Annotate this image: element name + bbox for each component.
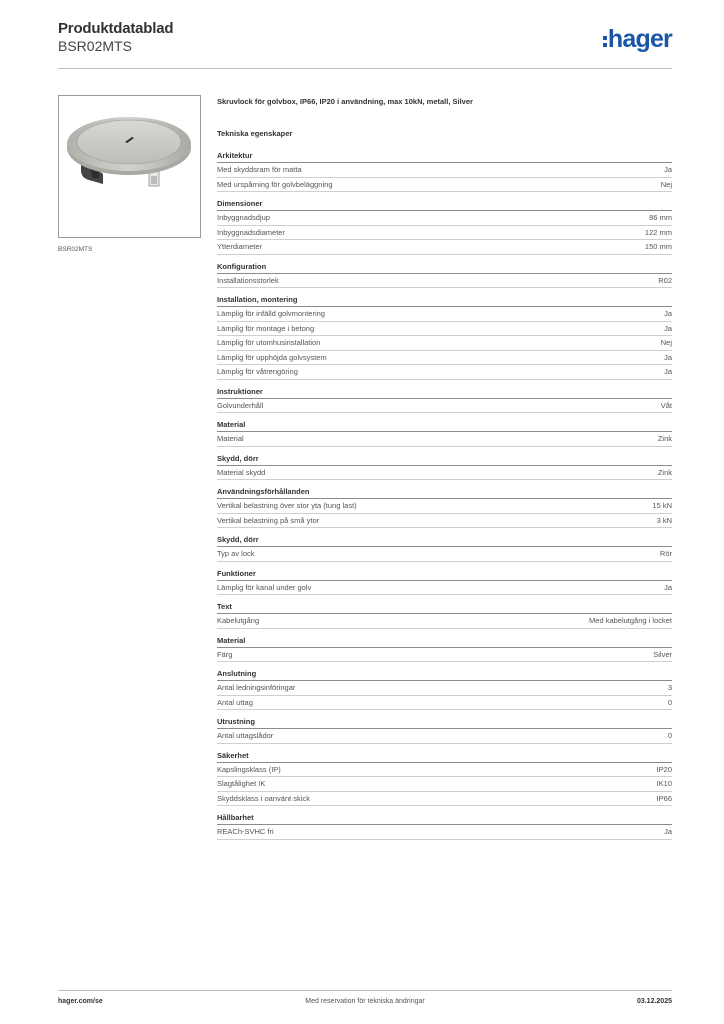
spec-value: 122 mm — [644, 227, 672, 237]
spec-value: Ja — [664, 582, 672, 592]
spec-group — [217, 198, 672, 255]
spec-row — [217, 432, 672, 447]
product-image-column — [58, 95, 201, 253]
spec-row — [217, 178, 672, 193]
spec-group-title: Säkerhet — [217, 750, 672, 763]
header-divider — [58, 68, 672, 69]
spec-value: Våt — [660, 400, 672, 410]
spec-value: Nej — [660, 179, 672, 189]
spec-group-title: Skydd, dörr — [217, 534, 672, 547]
spec-group-title: Arkitektur — [217, 150, 672, 163]
spec-label: Lämplig för infälld golvmontering — [217, 309, 325, 318]
spec-group-title: Installation, montering — [217, 294, 672, 307]
spec-group-title: Material — [217, 635, 672, 648]
spec-row — [217, 307, 672, 322]
spec-group — [217, 261, 672, 289]
spec-row — [217, 336, 672, 351]
spec-group — [217, 668, 672, 710]
product-image — [58, 95, 201, 238]
spec-row — [217, 240, 672, 255]
spec-group — [217, 534, 672, 562]
spec-label: Skyddsklass i oanvänt skick — [217, 793, 310, 803]
spec-row — [217, 648, 672, 663]
page-footer — [58, 998, 672, 1010]
spec-label: Slagtålighet IK — [217, 779, 266, 788]
spec-label: Färg — [217, 649, 233, 659]
spec-row — [217, 211, 672, 226]
spec-label: REACh-SVHC fri — [217, 827, 274, 836]
footer-disclaimer: Med reservation för tekniska ändringar — [305, 998, 425, 1005]
spec-group — [217, 716, 672, 744]
spec-value: 0 — [667, 731, 672, 740]
spec-label: Lämplig för utomhusinstallation — [217, 338, 321, 347]
spec-group — [217, 453, 672, 481]
spec-group-title: Funktioner — [217, 568, 672, 581]
spec-value: 0 — [667, 697, 672, 707]
spec-group-title: Konfiguration — [217, 261, 672, 274]
spec-row — [217, 825, 672, 840]
spec-value: 3 — [667, 683, 672, 692]
document-title: Produktdatablad — [58, 20, 174, 37]
spec-row — [217, 226, 672, 241]
spec-row — [217, 322, 672, 337]
spec-value: 3 kN — [656, 515, 672, 525]
logo-dots-icon — [603, 36, 607, 47]
product-description: Skruvlock för golvbox, IP66, IP20 i användning, max 10kN, metall, Silver — [217, 97, 473, 106]
spec-value: Silver — [653, 649, 672, 659]
spec-label: Material skydd — [217, 467, 266, 477]
spec-label: Lämplig för våtrengöring — [217, 367, 298, 376]
spec-row — [217, 163, 672, 178]
spec-label: Installationsstorlek — [217, 275, 279, 285]
spec-label: Typ av lock — [217, 549, 255, 558]
spec-group-title: Användningsförhållanden — [217, 486, 672, 499]
spec-row — [217, 696, 672, 711]
spec-label: Material — [217, 434, 244, 443]
spec-label: Vertikal belastning på små ytor — [217, 515, 320, 525]
spec-label: Antal uttag — [217, 697, 253, 707]
spec-group-title: Hållbarhet — [217, 812, 672, 825]
spec-group-title: Instruktioner — [217, 386, 672, 399]
spec-label: Kapslingsklass (IP) — [217, 764, 281, 774]
spec-row — [217, 274, 672, 289]
spec-group — [217, 635, 672, 663]
spec-label: Inbyggnadsdiameter — [217, 227, 285, 237]
spec-group — [217, 568, 672, 596]
spec-label: Vertikal belastning över stor yta (tung last) — [217, 501, 357, 510]
spec-row — [217, 365, 672, 380]
spec-group-title: Utrustning — [217, 716, 672, 729]
hager-logo — [603, 26, 672, 52]
spec-value: IK10 — [656, 779, 672, 788]
footer-website: hager.com/se — [58, 998, 103, 1005]
tech-section-heading: Tekniska egenskaper — [217, 129, 293, 138]
spec-group — [217, 294, 672, 380]
spec-group — [217, 419, 672, 447]
spec-row — [217, 547, 672, 562]
spec-label: Antal uttagslådor — [217, 731, 274, 740]
spec-row — [217, 514, 672, 529]
spec-table — [217, 150, 672, 840]
spec-label: Kabelutgång — [217, 616, 260, 625]
spec-row — [217, 792, 672, 807]
spec-value: Ja — [664, 309, 672, 318]
spec-value: Nej — [660, 338, 672, 347]
spec-value: Ja — [664, 352, 672, 362]
spec-label: Ytterdiameter — [217, 242, 263, 251]
spec-group — [217, 150, 672, 192]
spec-group-title: Skydd, dörr — [217, 453, 672, 466]
spec-value: Med kabelutgång i locket — [589, 616, 672, 625]
spec-row — [217, 581, 672, 596]
spec-value: Ja — [664, 827, 672, 836]
spec-row — [217, 777, 672, 792]
spec-value: Rör — [659, 549, 672, 558]
spec-label: Lämplig för kanal under golv — [217, 582, 312, 592]
spec-row — [217, 351, 672, 366]
spec-group — [217, 812, 672, 840]
spec-group-title: Material — [217, 419, 672, 432]
spec-group — [217, 486, 672, 528]
spec-value: 15 kN — [652, 501, 672, 510]
spec-value: IP20 — [656, 764, 672, 774]
logo-text: hager — [607, 25, 672, 53]
spec-value: 150 mm — [644, 242, 672, 251]
spec-row — [217, 466, 672, 481]
page-header — [58, 20, 672, 68]
document-subtitle: BSR02MTS — [58, 38, 132, 54]
spec-row — [217, 681, 672, 696]
spec-row — [217, 499, 672, 514]
spec-value: Ja — [664, 165, 672, 174]
spec-group — [217, 386, 672, 414]
spec-value: Ja — [664, 367, 672, 376]
spec-value: Zink — [657, 434, 672, 443]
spec-label: Golvunderhåll — [217, 400, 264, 410]
spec-row — [217, 399, 672, 414]
spec-row — [217, 763, 672, 778]
spec-label: Med urspårning för golvbeläggning — [217, 179, 333, 189]
spec-label: Lämplig för upphöjda golvsystem — [217, 352, 327, 362]
spec-row — [217, 614, 672, 629]
footer-date: 03.12.2025 — [636, 998, 672, 1005]
spec-group — [217, 601, 672, 629]
spec-value: Ja — [664, 323, 672, 333]
footer-divider — [58, 990, 672, 991]
spec-value: 86 mm — [649, 213, 672, 222]
spec-value: R02 — [658, 275, 672, 285]
spec-group-title: Anslutning — [217, 668, 672, 681]
spec-label: Antal ledningsinföringar — [217, 683, 296, 692]
spec-label: Lämplig för montage i betong — [217, 323, 315, 333]
spec-label: Inbyggnadsdjup — [217, 213, 270, 222]
spec-group-title: Dimensioner — [217, 198, 672, 211]
spec-column — [217, 97, 672, 846]
spec-group-title: Text — [217, 601, 672, 614]
spec-value: IP66 — [656, 793, 672, 803]
spec-group — [217, 750, 672, 807]
image-caption: BSR02MTS — [58, 246, 93, 253]
spec-value: Zink — [657, 467, 672, 477]
spec-label: Med skyddsram för matta — [217, 165, 302, 174]
spec-row — [217, 729, 672, 744]
